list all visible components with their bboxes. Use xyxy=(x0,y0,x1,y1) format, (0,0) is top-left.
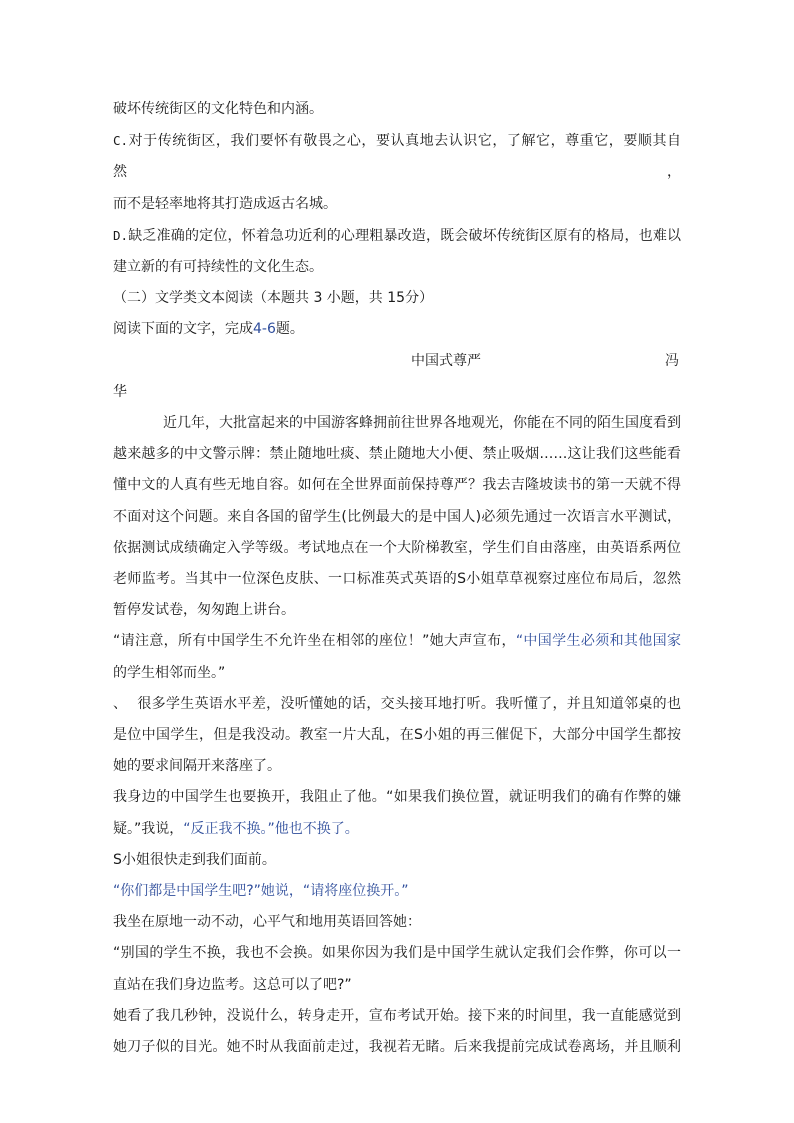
section-heading: （二）文学类文本阅读（本题共 3 小题，共 15分） xyxy=(113,290,434,307)
paragraph-line xyxy=(113,814,681,845)
option-d-line-2: 建立新的有可持续性的文化生态。 xyxy=(113,259,323,276)
paragraph-line: 暂停发试卷，匆匆跑上讲台。 xyxy=(113,602,295,619)
paragraph-line: 近几年，大批富起来的中国游客蜂拥前往世界各地观光，你能在不同的陌生国度看到 xyxy=(163,415,681,432)
paragraph-8 xyxy=(113,938,681,1000)
instruction xyxy=(113,314,681,345)
author-surname: 冯 xyxy=(665,352,679,369)
paragraph-6: “你们都是中国学生吧?”她说，“请将座位换开。” xyxy=(113,883,409,900)
paragraph-line: 的学生相邻而坐。” xyxy=(113,664,226,681)
option-b-continuation: 破坏传统街区的文化特色和内涵。 xyxy=(113,101,323,117)
quote-part: “请注意，所有中国学生不允许坐在相邻的座位！”她大声宣布， xyxy=(113,633,516,650)
paragraph-line: 她刀子似的目光。她不时从我面前走过，我视若无睹。后来我提前完成试卷离场，并且顺利 xyxy=(113,1039,681,1056)
paragraph-line: 老师监考。当其中一位深色皮肤、一口标准英式英语的S小姐草草视察过座位布局后，忽然 xyxy=(113,571,681,588)
paragraph-7: 我坐在原地一动不动，心平气和地用英语回答她： xyxy=(113,914,421,931)
instruction-end: 题。 xyxy=(275,321,304,338)
paragraph-2 xyxy=(113,626,681,688)
paragraph-3 xyxy=(113,689,681,783)
option-c-line-2: 而不是轻率地将其打造成返古名城。 xyxy=(113,195,337,212)
option-c-text: 对于传统街区，我们要怀有敬畏之心，要认真地去认识它，了解它，尊重它，要顺其自然， xyxy=(113,133,681,181)
paragraph-text-colored: “反正我不换。”他也不换了。 xyxy=(183,820,359,837)
paragraph-4 xyxy=(113,782,681,844)
option-c-line-1 xyxy=(113,125,681,188)
option-c-label: C. xyxy=(113,133,129,149)
paragraph-line: 我身边的中国学生也要换开，我阻止了他。“如果我们换位置，就证明我们的确有作弊的嫌 xyxy=(113,789,681,806)
paragraph-line: 越来越多的中文警示牌：禁止随地吐痰、禁止随地大小便、禁止吸烟……这让我们这些能看 xyxy=(113,446,681,463)
paragraph-line: 她看了我几秒钟，没说什么，转身走开，宣布考试开始。接下来的时间里，我一直能感觉到 xyxy=(113,1007,681,1024)
paragraph-line: 懂中文的人真有些无地自容。如何在全世界面前保持尊严？我去吉隆坡读书的第一天就不得 xyxy=(113,477,681,494)
article-title-row xyxy=(113,346,681,377)
option-d-label: D. xyxy=(113,227,129,243)
author-given-name: 华 xyxy=(113,383,127,400)
option-d-text: 缺乏准确的定位，怀着急功近利的心理粗暴改造，既会破坏传统街区原有的格局，也难以 xyxy=(128,227,681,244)
question-range: 4-6 xyxy=(253,321,276,338)
paragraph-line xyxy=(113,626,681,657)
option-d-line-1 xyxy=(113,220,681,252)
paragraph-5: S小姐很快走到我们面前。 xyxy=(113,851,276,868)
document-page xyxy=(113,94,681,1063)
paragraph-9 xyxy=(113,1001,681,1063)
paragraph-line: 不面对这个问题。来自各国的留学生(比例最大的是中国人)必须先通过一次语言水平测试， xyxy=(113,508,681,525)
paragraph-line: 她的要求间隔开来落座了。 xyxy=(113,758,281,775)
paragraph-text: 疑。”我说， xyxy=(113,820,184,837)
instruction-text: 阅读下面的文字，完成 xyxy=(113,321,253,338)
paragraph-1 xyxy=(113,408,681,626)
paragraph-line xyxy=(113,689,681,720)
paragraph-line: 依据测试成绩确定入学等级。考试地点在一个大阶梯教室，学生们自由落座，由英语系两位 xyxy=(113,539,681,556)
article-title: 中国式尊严 xyxy=(411,352,481,369)
quote-part-colored: “中国学生必须和其他国家 xyxy=(515,633,681,650)
paragraph-line: “别国的学生不换，我也不会换。如果你因为我们是中国学生就认定我们会作弊，你可以一 xyxy=(113,945,681,962)
paragraph-text: 很多学生英语水平差，没听懂她的话，交头接耳地打听。我听懂了，并且知道邻桌的也 xyxy=(137,695,681,712)
paragraph-line: 直站在我们身边监考。这总可以了吧?” xyxy=(113,976,352,993)
paragraph-line: 是位中国学生，但是我没动。教室一片大乱，在S小姐的再三催促下，大部分中国学生都按 xyxy=(113,727,681,744)
stray-mark: 、 xyxy=(113,695,127,712)
